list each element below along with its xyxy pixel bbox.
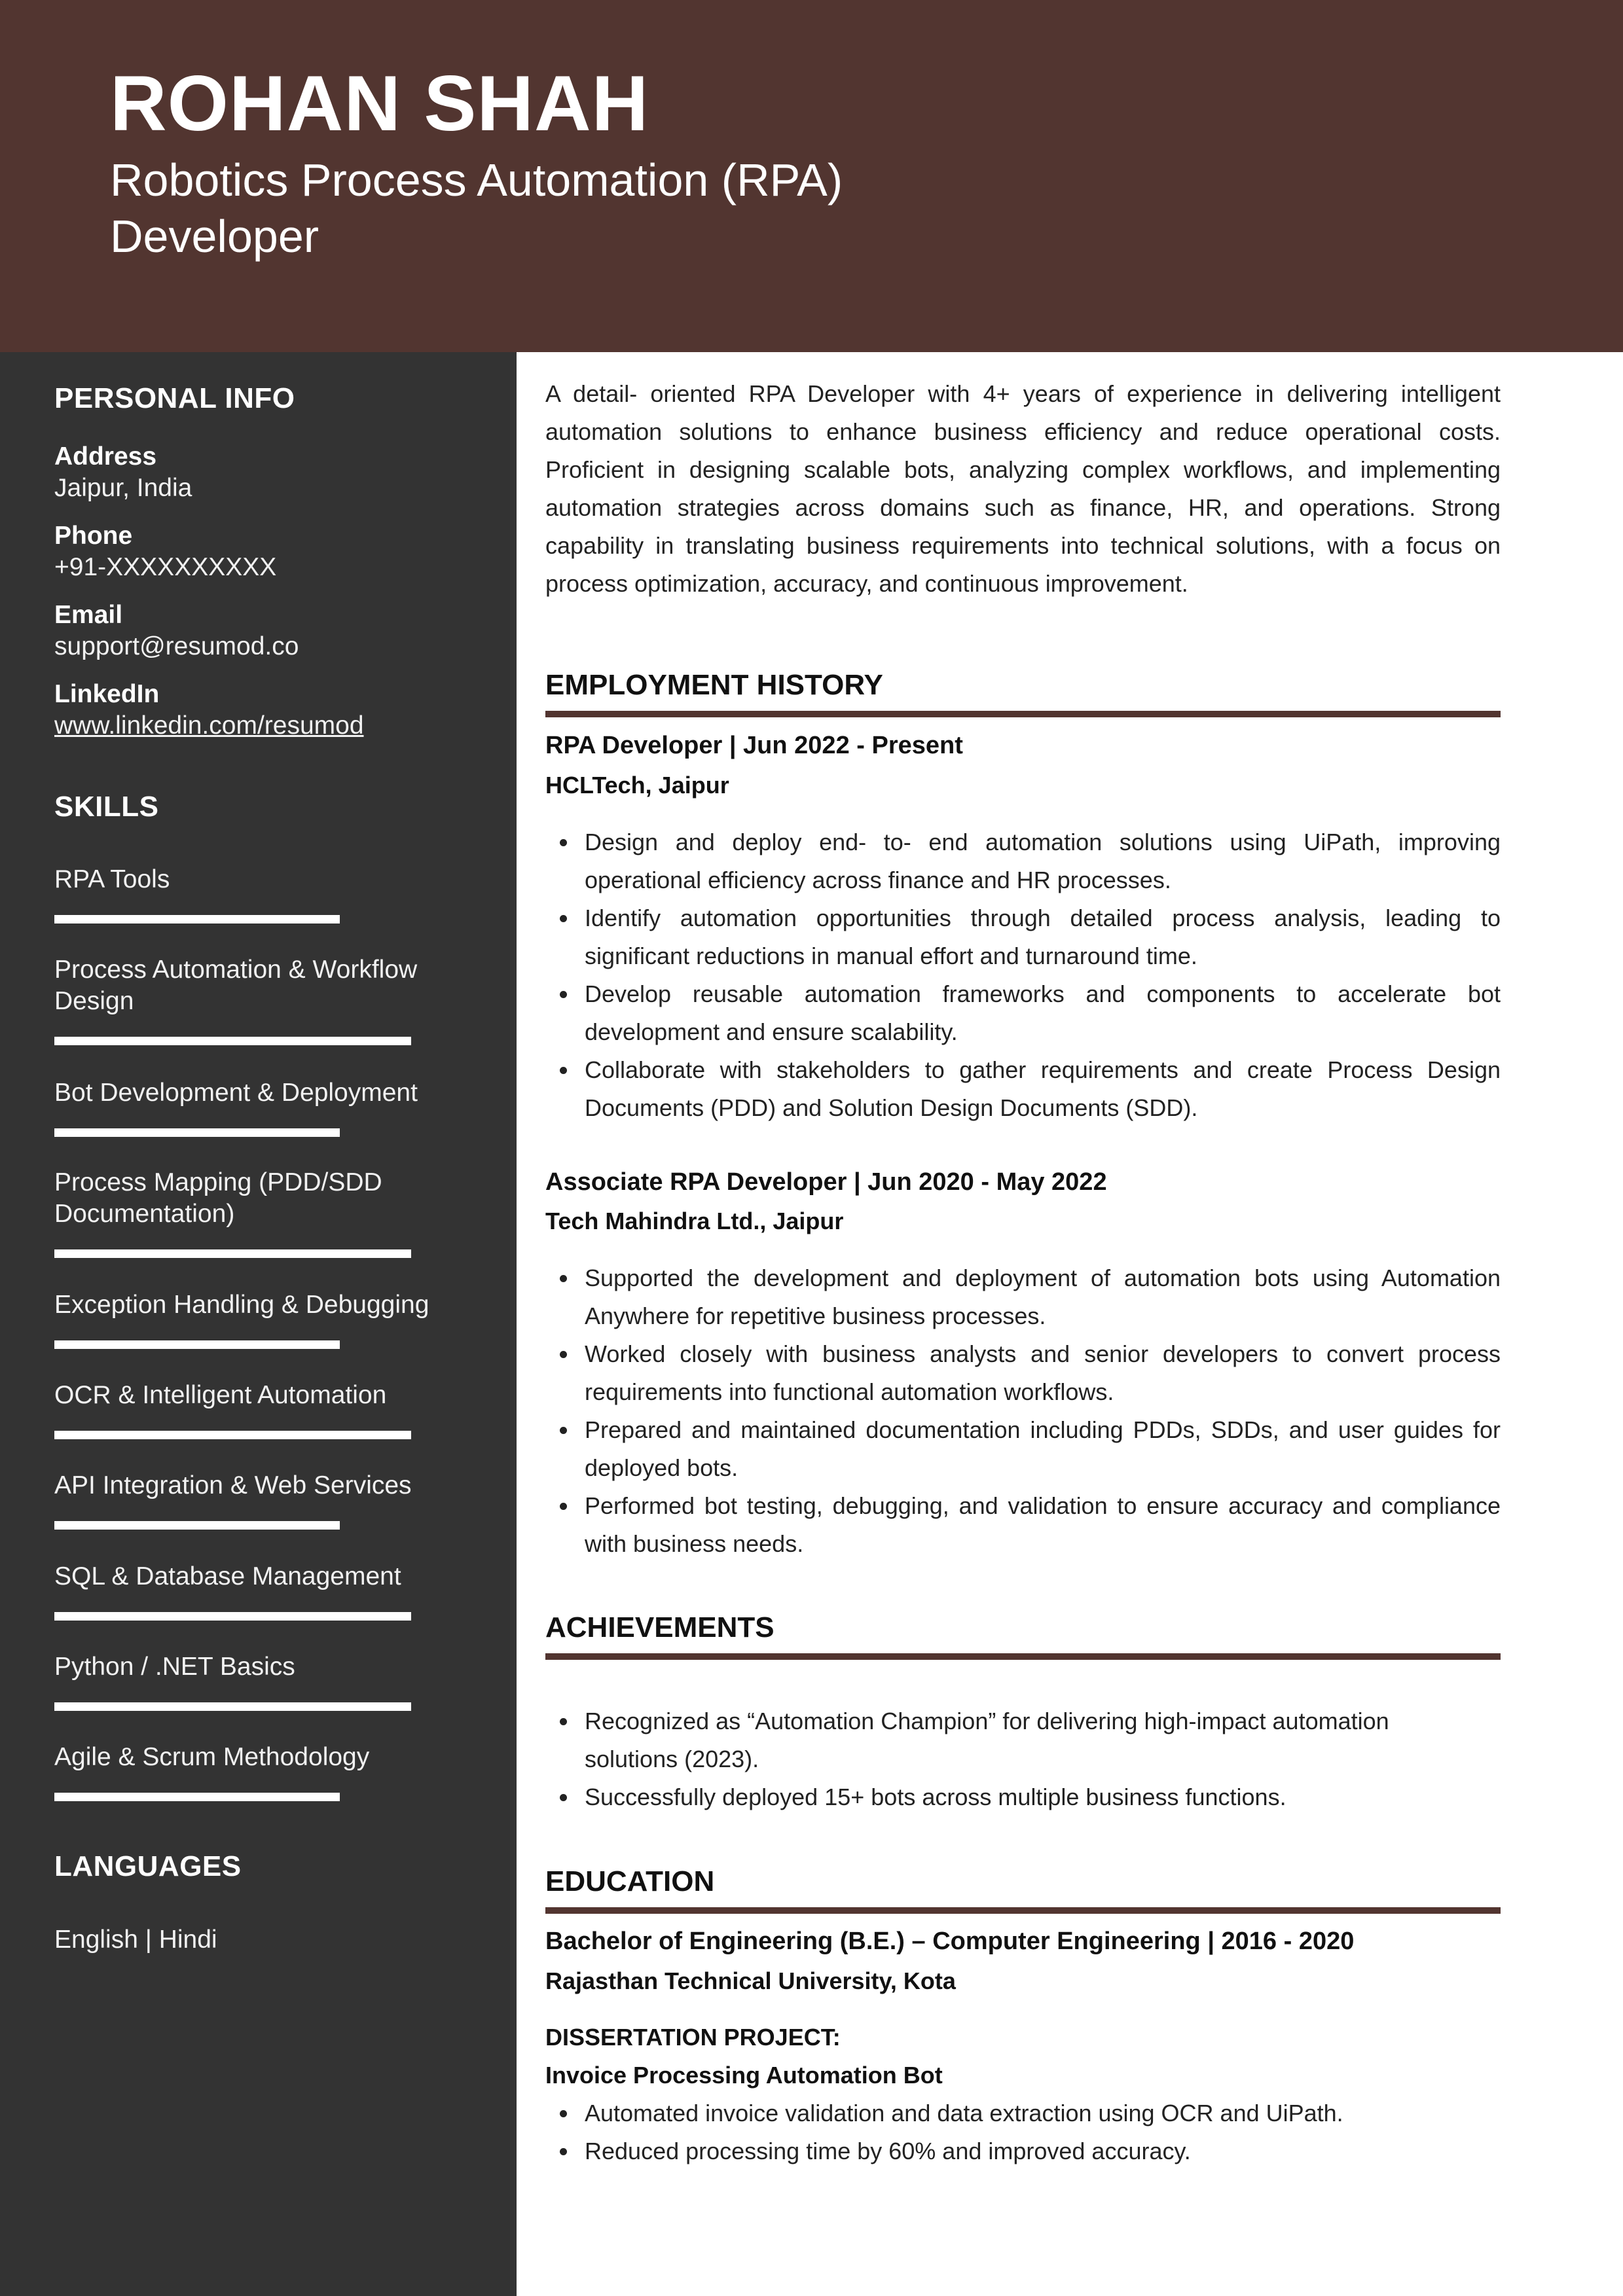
skill-level-bar — [54, 1128, 340, 1137]
list-item: Successfully deployed 15+ bots across multiple business functions. — [545, 1778, 1396, 1816]
list-item: Worked closely with business analysts and senior developers to convert process requirements into functional automation workflows. — [545, 1335, 1501, 1411]
skill-item — [54, 1289, 500, 1349]
skill-item — [54, 1077, 500, 1137]
achievements-heading: ACHIEVEMENTS — [545, 1611, 1501, 1660]
resume-header — [0, 0, 1623, 352]
skill-level-bar — [54, 1521, 340, 1530]
candidate-title: Robotics Process Automation (RPA) Developer — [110, 154, 843, 262]
linkedin-link[interactable]: www.linkedin.com/resumod — [54, 711, 364, 740]
list-item: Prepared and maintained documentation including PDDs, SDDs, and user guides for deployed bots. — [545, 1411, 1501, 1487]
dissertation-list — [545, 2094, 1501, 2170]
job-responsibilities — [545, 1259, 1501, 1563]
skill-level-bar — [54, 1249, 411, 1258]
skill-level-bar — [54, 1037, 411, 1045]
candidate-name: ROHAN SHAH — [110, 60, 649, 147]
list-item: Reduced processing time by 60% and improved accuracy. — [545, 2132, 1501, 2170]
skill-level-bar — [54, 1702, 411, 1711]
profile-summary: A detail- oriented RPA Developer with 4+ years of experience in delivering intelligent automation solutions to enhance business efficiency and reduce operational costs. Proficient in designing scalable bots, analyzing complex workflows, and implementing automation strategies across domains such as finance, HR, and operations. Strong capability in translating business requirements into technical solutions, with a focus on process optimization, accuracy, and continuous improvement. — [545, 380, 1501, 597]
skill-item — [54, 954, 500, 1045]
email-label: Email — [54, 601, 123, 629]
skill-name: OCR & Intelligent Automation — [54, 1381, 387, 1409]
skill-name: Python / .NET Basics — [54, 1653, 295, 1681]
skill-item — [54, 1470, 500, 1530]
dissertation-label: DISSERTATION PROJECT: — [545, 2024, 841, 2051]
address-label: Address — [54, 442, 157, 471]
personal-info-heading: PERSONAL INFO — [54, 382, 295, 414]
university: Rajasthan Technical University, Kota — [545, 1967, 956, 1994]
skill-item — [54, 864, 500, 924]
job-employer: HCLTech, Jaipur — [545, 772, 729, 798]
skill-name: SQL & Database Management — [54, 1562, 401, 1590]
list-item: Automated invoice validation and data extraction using OCR and UiPath. — [545, 2094, 1501, 2132]
list-item: Identify automation opportunities through detailed process analysis, leading to significant reductions in manual effort and turnaround time. — [545, 899, 1501, 975]
list-item: Design and deploy end- to- end automation solutions using UiPath, improving operational efficiency across finance and HR processes. — [545, 823, 1501, 899]
skill-name: Exception Handling & Debugging — [54, 1291, 429, 1319]
languages-value: English | Hindi — [54, 1926, 217, 1954]
skill-name: Bot Development & Deployment — [54, 1079, 418, 1107]
job-title: Associate RPA Developer | Jun 2020 - May 2022 — [545, 1168, 1107, 1196]
skill-name: API Integration & Web Services — [54, 1471, 412, 1499]
skill-item — [54, 1167, 500, 1258]
list-item: Collaborate with stakeholders to gather requirements and create Process Design Documents (PDD) and Solution Design Documents (SDD). — [545, 1051, 1501, 1127]
skill-name: RPA Tools — [54, 865, 170, 893]
skill-level-bar — [54, 1340, 340, 1349]
skill-level-bar — [54, 1431, 411, 1439]
education-heading: EDUCATION — [545, 1865, 1501, 1914]
skill-name: Agile & Scrum Methodology — [54, 1743, 370, 1771]
linkedin-label: LinkedIn — [54, 680, 160, 708]
job-responsibilities — [545, 823, 1501, 1127]
skill-item — [54, 1561, 500, 1621]
skill-level-bar — [54, 1793, 340, 1801]
employment-history-heading: EMPLOYMENT HISTORY — [545, 669, 1501, 717]
job-title: RPA Developer | Jun 2022 - Present — [545, 732, 963, 759]
email-value[interactable]: support@resumod.co — [54, 632, 299, 660]
list-item: Performed bot testing, debugging, and validation to ensure accuracy and compliance with business needs. — [545, 1487, 1501, 1563]
job-employer: Tech Mahindra Ltd., Jaipur — [545, 1208, 844, 1234]
skill-item — [54, 1742, 500, 1801]
list-item: Develop reusable automation frameworks and components to accelerate bot development and ensure scalability. — [545, 975, 1501, 1051]
achievements-list — [545, 1702, 1396, 1816]
skill-item — [54, 1380, 500, 1439]
languages-heading: LANGUAGES — [54, 1850, 242, 1882]
skill-level-bar — [54, 915, 340, 924]
skill-item — [54, 1651, 500, 1711]
list-item: Supported the development and deployment of automation bots using Automation Anywhere for repetitive business processes. — [545, 1259, 1501, 1335]
dissertation-title: Invoice Processing Automation Bot — [545, 2062, 943, 2089]
degree: Bachelor of Engineering (B.E.) – Computer Engineering | 2016 - 2020 — [545, 1928, 1355, 1955]
skill-name: Process Automation & Workflow Design — [54, 956, 418, 1015]
phone-value: +91-XXXXXXXXXX — [54, 553, 277, 581]
skill-level-bar — [54, 1612, 411, 1621]
address-value: Jaipur, India — [54, 474, 192, 502]
list-item: Recognized as “Automation Champion” for delivering high-impact automation solutions (2023). — [545, 1702, 1396, 1778]
skills-heading: SKILLS — [54, 791, 159, 823]
phone-label: Phone — [54, 522, 133, 550]
skill-name: Process Mapping (PDD/SDD Documentation) — [54, 1168, 382, 1228]
